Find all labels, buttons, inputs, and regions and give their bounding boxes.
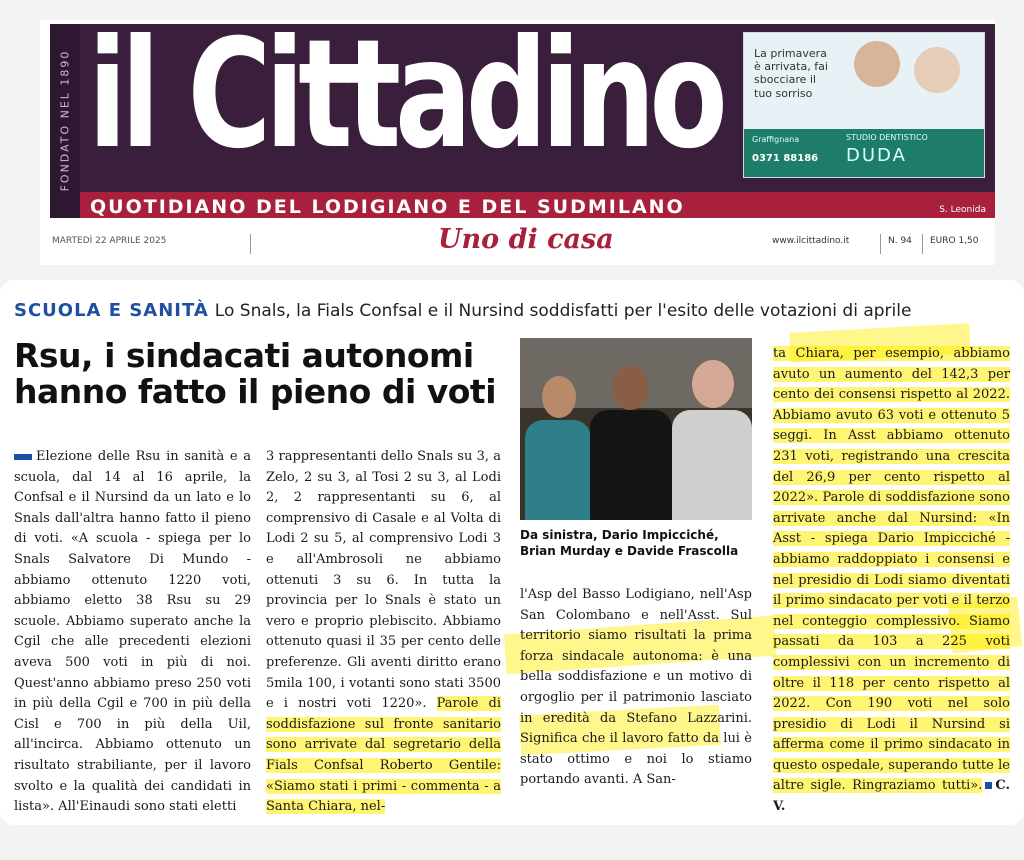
ad-headline: La primavera è arrivata, fai sbocciare il tuo sorriso — [754, 47, 828, 100]
ad-studio: STUDIO DENTISTICO — [846, 133, 928, 142]
slogan: Uno di casa — [438, 224, 614, 255]
person-head — [542, 376, 576, 418]
issue-date: MARTEDÌ 22 APRILE 2025 — [52, 236, 167, 246]
founded-text: FONDATO NEL 1890 — [58, 49, 72, 192]
person-body — [590, 410, 672, 520]
column-1-text: Elezione delle Rsu in sanità e a scuola, dal 14 al 16 aprile, la Confsal e il Nursind da un lato e lo Snals dall'altra hanno fatto il pieno di voti. «A scuola - spiega per lo Snals Salvatore Di Mundo - abbiamo ottenuto 1220 voti, abbiamo eletto 38 Rsu su 29 scuole. Abbiamo superato anche la Cgil che alle precedenti elezioni aveva 500 voti in più di noi. Quest'anno abbiamo preso 250 voti in più della Cgil e 700 in più della Cisl e 700 in più della Uil, all'incirca. Abbiamo ottenuto un risultato strabiliante, per il lavoro svolto e la qualità dei candidati in lista». All'Einaudi sono stati eletti — [14, 449, 251, 815]
tagline: QUOTIDIANO DEL LODIGIANO E DEL SUDMILANO — [90, 196, 685, 218]
website: www.ilcittadino.it — [772, 236, 850, 246]
ad-man-photo — [854, 41, 900, 87]
column-3-text: l'Asp del Basso Lodigiano, nell'Asp San Colombano e nell'Asst. Sul territorio siamo risultati la prima forza sindacale autonoma: è una bella soddisfazione e un motivo di orgoglio per il patrimonio lasciato in eredità da Stefano Lazzarini. Significa che il lavoro fatto da lui è stato ottimo e noi lo stiamo portando avanti. A San- — [520, 587, 752, 788]
ad-brand: DUDA — [846, 145, 907, 166]
ad-phone: 0371 88186 — [752, 153, 819, 164]
divider — [922, 234, 923, 254]
subheading: Lo Snals, la Fials Confsal e il Nursind soddisfatti per l'esito delle votazioni di aprile — [214, 301, 912, 321]
article-column-2 — [266, 447, 502, 815]
byline: C. V. — [773, 778, 1010, 815]
person-head — [612, 366, 648, 410]
article-headline: Rsu, i sindacati autonomi hanno fatto il pieno di voti — [14, 336, 497, 411]
person-body — [672, 410, 752, 520]
founded-strip — [50, 24, 80, 218]
column-2-highlighted-text: Parole di soddisfazione sul fronte sanitario sono arrivate dal segretario della Fials Confsal Roberto Gentile: «Siamo stati i primi - commenta - a Santa Chiara, nel- — [266, 696, 502, 815]
price: EURO 1,50 — [930, 236, 979, 246]
article-column-3 — [520, 585, 752, 788]
newspaper-logo: il Cittadino — [88, 8, 722, 182]
dental-advertisement — [743, 32, 985, 178]
lead-marker — [14, 454, 32, 460]
column-2-text: 3 rappresentanti dello Snals su 3, a Zelo, 2 su 3, al Tosi 2 su 3, al Lodi 2, 2 rappresentanti su 6, al comprensivo di Casale e al Volta di Lodi 2 su 5, al comprensivo Lodi 3 e all'Ambrosoli ne abbiamo ottenuti 3 su 6. In tutta la provincia per lo Snals è stato un vero e proprio plebiscito. Abbiamo ottenuto quasi il 35 per cento delle preferenze. Gli aventi diritto erano 5mila 100, i votanti sono stati 3500 e i nostri voti 1220». — [266, 449, 501, 712]
divider — [250, 234, 251, 254]
photo-caption: Da sinistra, Dario Impicciché, Brian Murday e Davide Frascolla — [520, 528, 739, 558]
ad-woman-photo — [914, 47, 960, 93]
article-column-4 — [773, 344, 1010, 815]
issue-number: N. 94 — [888, 236, 912, 246]
ad-location: Graffignana — [752, 135, 800, 144]
dateline — [50, 226, 995, 256]
end-marker — [985, 782, 992, 789]
saint-of-day: S. Leonida — [939, 205, 986, 215]
column-4-text: ta Chiara, per esempio, abbiamo avuto un aumento del 142,3 per cento dei consensi rispetto al 2022. Abbiamo avuto 63 voti e ottenuto 5 seggi. In Asst abbiamo ottenuto 231 voti, registrando una crescita del 26,9 per cento rispetto al 2022». Parole di soddisfazione sono arrivate anche dal Nursind: «In Asst - spiega Dario Impicciché - abbiamo raddoppiato i consensi e nel presidio di Lodi siamo diventati il primo sindacato per voti e il terzo nel conteggio complessivo. Siamo passati da 103 a 225 voti complessivi con un incremento di oltre il 118 per cento rispetto al 2022. Con 190 voti nel solo presidio di Lodi il Nursind si afferma come il primo sindacato in questo ospedale, superando tutte le altre sigle. Ringraziamo tutti». — [773, 346, 1010, 794]
article-kicker — [14, 300, 911, 321]
person-body — [525, 420, 591, 520]
divider — [880, 234, 881, 254]
ad-footer — [744, 129, 984, 177]
person-head — [692, 360, 734, 408]
article-photo — [520, 338, 752, 520]
section-label: SCUOLA E SANITÀ — [14, 300, 209, 321]
article-column-1 — [14, 447, 251, 815]
